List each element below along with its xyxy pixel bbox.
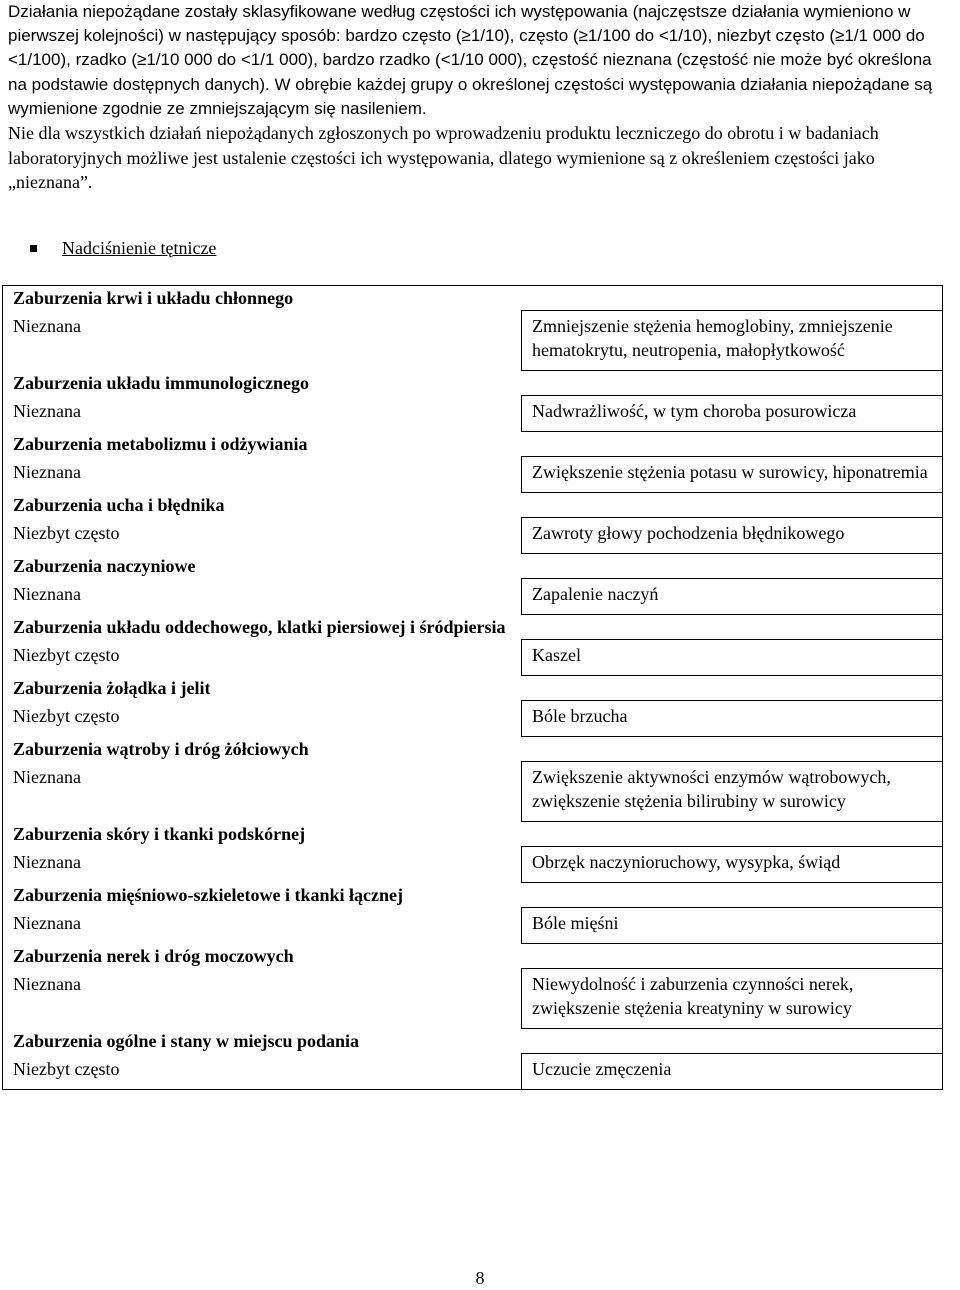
frequency-cell: Nieznana bbox=[13, 461, 81, 482]
adverse-effect-cell: Obrzęk naczynioruchowy, wysypka, świąd bbox=[522, 847, 943, 883]
adverse-effect-cell: Niewydolność i zaburzenia czynności nerek, zwiększenie stężenia kreatyniny w surowicy bbox=[522, 969, 943, 1029]
adverse-effect-cell: Bóle mięśni bbox=[522, 908, 943, 944]
table-row bbox=[3, 1029, 943, 1054]
system-organ-class: Zaburzenia naczyniowe bbox=[13, 556, 196, 576]
table-row bbox=[3, 396, 943, 432]
system-organ-class: Zaburzenia układu immunologicznego bbox=[13, 373, 310, 393]
frequency-cell: Nieznana bbox=[13, 912, 81, 933]
table-row bbox=[3, 908, 943, 944]
frequency-cell: Niezbyt często bbox=[13, 644, 120, 665]
table-row bbox=[3, 615, 943, 640]
table-row bbox=[3, 1054, 943, 1090]
section-heading: Nadciśnienie tętnicze bbox=[62, 238, 217, 258]
adverse-effect-cell: Zapalenie naczyń bbox=[522, 579, 943, 615]
adverse-effect-cell: Zwiększenie stężenia potasu w surowicy, hiponatremia bbox=[522, 457, 943, 493]
table-row bbox=[3, 518, 943, 554]
table-row bbox=[3, 762, 943, 822]
frequency-classification-paragraph: Działania niepożądane zostały sklasyfikowane według częstości ich występowania (najczęstsze działania wymieniono w pierwszej kolejności) w następujący sposób: bardzo często (≥1/10), często (≥1/100 do <1/10), niezbyt często (≥1/1 000 do <1/100), rzadko (≥1/10 000 do <1/1 000), bardzo rzadko (<1/10 000), częstość nieznana (częstość nie może być określona na podstawie dostępnych danych). W obrębie każdej grupy o określonej częstości występowania działania niepożądane są wymienione zgodnie ze zmniejszającym się nasileniem. bbox=[8, 2, 933, 118]
frequency-cell: Nieznana bbox=[13, 400, 81, 421]
table-row bbox=[3, 286, 943, 311]
table-row bbox=[3, 579, 943, 615]
frequency-cell: Nieznana bbox=[13, 973, 81, 994]
frequency-cell: Niezbyt często bbox=[13, 522, 120, 543]
adverse-effect-cell: Zawroty głowy pochodzenia błędnikowego bbox=[522, 518, 943, 554]
unknown-frequency-paragraph: Nie dla wszystkich działań niepożądanych zgłoszonych po wprowadzeniu produktu leczniczego do obrotu i w badaniach laboratoryjnych możliwe jest ustalenie częstości ich występowania, dlatego wymienione są z określeniem częstości jako „nieznana”. bbox=[8, 123, 879, 193]
table-row bbox=[3, 701, 943, 737]
system-organ-class: Zaburzenia skóry i tkanki podskórnej bbox=[13, 824, 306, 844]
system-organ-class: Zaburzenia mięśniowo-szkieletowe i tkanki łącznej bbox=[13, 885, 403, 905]
system-organ-class: Zaburzenia ogólne i stany w miejscu podania bbox=[13, 1031, 360, 1051]
adverse-effect-cell: Zmniejszenie stężenia hemoglobiny, zmniejszenie hematokrytu, neutropenia, małopłytkowość bbox=[522, 311, 943, 371]
system-organ-class: Zaburzenia nerek i dróg moczowych bbox=[13, 946, 294, 966]
frequency-cell: Nieznana bbox=[13, 766, 81, 787]
frequency-cell: Niezbyt często bbox=[13, 1058, 120, 1079]
frequency-cell: Nieznana bbox=[13, 315, 81, 336]
adverse-effect-cell: Nadwrażliwość, w tym choroba posurowicza bbox=[522, 396, 943, 432]
frequency-cell: Nieznana bbox=[13, 583, 81, 604]
table-row bbox=[3, 457, 943, 493]
adverse-effect-cell: Uczucie zmęczenia bbox=[522, 1054, 943, 1090]
table-row bbox=[3, 969, 943, 1029]
adverse-effect-cell: Zwiększenie aktywności enzymów wątrobowych, zwiększenie stężenia bilirubiny w surowicy bbox=[522, 762, 943, 822]
table-row bbox=[3, 676, 943, 701]
square-bullet-icon bbox=[30, 245, 37, 252]
system-organ-class: Zaburzenia układu oddechowego, klatki piersiowej i śródpiersia bbox=[13, 617, 506, 637]
document-page bbox=[8, 0, 952, 195]
table-row bbox=[3, 640, 943, 676]
system-organ-class: Zaburzenia krwi i układu chłonnego bbox=[13, 288, 294, 308]
frequency-cell: Nieznana bbox=[13, 851, 81, 872]
system-organ-class: Zaburzenia ucha i błędnika bbox=[13, 495, 225, 515]
system-organ-class: Zaburzenia żołądka i jelit bbox=[13, 678, 211, 698]
table-row bbox=[3, 311, 943, 371]
table-row bbox=[3, 554, 943, 579]
table-row bbox=[3, 944, 943, 969]
table-row bbox=[3, 493, 943, 518]
adverse-effect-cell: Bóle brzucha bbox=[522, 701, 943, 737]
system-organ-class: Zaburzenia wątroby i dróg żółciowych bbox=[13, 739, 309, 759]
adverse-reactions-table bbox=[2, 285, 943, 1090]
frequency-cell: Niezbyt często bbox=[13, 705, 120, 726]
system-organ-class: Zaburzenia metabolizmu i odżywiania bbox=[13, 434, 308, 454]
page-number: 8 bbox=[475, 1268, 485, 1288]
table-row bbox=[3, 432, 943, 457]
table-row bbox=[3, 737, 943, 762]
adverse-effect-cell: Kaszel bbox=[522, 640, 943, 676]
section-bullet bbox=[30, 236, 216, 260]
table-row bbox=[3, 847, 943, 883]
table-row bbox=[3, 883, 943, 908]
table-row bbox=[3, 371, 943, 396]
table-row bbox=[3, 822, 943, 847]
